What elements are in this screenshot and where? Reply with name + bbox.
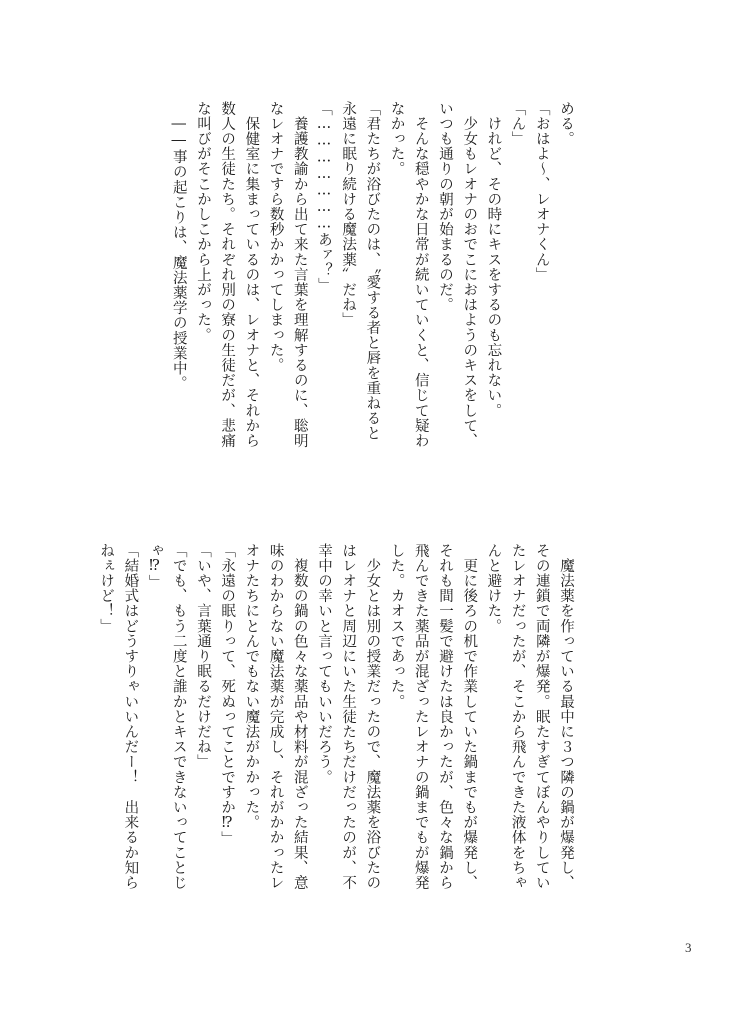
text-line: 養護教諭から出て来た言葉を理解するのに、聡明	[291, 101, 308, 449]
text-line: 魔法薬を作っている最中に３つ隣の鍋が爆発し、	[558, 543, 574, 891]
text-line: オナたちにとんでもない魔法がかかった。	[243, 543, 260, 830]
text-line: 永遠に眠り続ける魔法薬〟だね」	[340, 101, 357, 328]
text-line: 更に後ろの机で作業していた鍋までもが爆発し、	[461, 543, 478, 891]
text-block-upper	[167, 101, 578, 501]
text-line: な叫びがそこかしこから上がった。	[194, 101, 211, 343]
text-line: 飛んできた薬品が混ざったレオナの鍋までもが爆発	[412, 543, 429, 891]
text-line: 「でも、もう二度と誰かとキスできないってことじ	[170, 543, 187, 891]
text-line: けれど、その時にキスをするのも忘れない。	[485, 101, 502, 419]
text-line: そんな穏やかな日常が続いていくと、信じて疑わ	[412, 101, 429, 449]
text-line: その連鎖で両隣が爆発。眠たすぎてぼんやりしてい	[533, 543, 550, 891]
text-line: した。カオスであった。	[388, 543, 405, 710]
text-line: んと避けた。	[485, 543, 502, 634]
text-line: なかった。	[388, 101, 405, 177]
text-line: 複数の鍋の色々な薬品や材料が混ざった結果、意	[291, 543, 308, 891]
text-line: 少女もレオナのおでこにおはようのキスをして、	[461, 101, 478, 449]
text-line: いつも通りの朝が始まるのだ。	[436, 101, 453, 313]
text-line: 保健室に集まっているのは、レオナと、それから	[243, 101, 260, 449]
text-line: 「君たちが浴びたのは、〝愛する者と唇を重ねると	[364, 101, 381, 442]
text-line: 「いや、言葉通り眠るだけだね」	[194, 543, 211, 770]
text-line: 味のわからない魔法薬が完成し、それがかかったレ	[267, 543, 284, 891]
text-line: 「ん」	[509, 101, 526, 147]
text-line: なレオナですら数秒かかってしまった。	[267, 101, 284, 373]
text-line: 「おはよ～、レオナくん」	[533, 101, 550, 283]
text-line: はレオナと周辺にいた生徒たちだけだったのが、不	[340, 543, 357, 891]
text-line: ――事の起こりは、魔法薬学の授業中。	[170, 101, 187, 391]
page-number: 3	[685, 940, 692, 955]
text-line: める。	[558, 101, 574, 147]
text-line: 「永遠の眠りって、死ぬってことですか⁉」	[219, 543, 236, 847]
text-line: 「結婚式はどうすりゃいいんだー！ 出来るか知ら	[122, 543, 139, 891]
text-block-lower	[94, 543, 578, 943]
text-line: ゃ⁉」	[146, 543, 163, 590]
text-line: 「…………………あァ？」	[315, 101, 332, 293]
text-line: 少女とは別の授業だったので、魔法薬を浴びたの	[364, 543, 381, 891]
text-line: 数人の生徒たち。それぞれ別の寮の生徒だが、悲痛	[219, 101, 236, 449]
text-line: 幸中の幸いと言ってもいいだろう。	[315, 543, 332, 785]
text-line: それも間一髪で避けたは良かったが、色々な鍋から	[436, 543, 453, 891]
text-line: たレオナだったが、そこから飛んできた液体をちゃ	[509, 543, 526, 891]
text-line: ねぇけど！」	[98, 543, 115, 634]
